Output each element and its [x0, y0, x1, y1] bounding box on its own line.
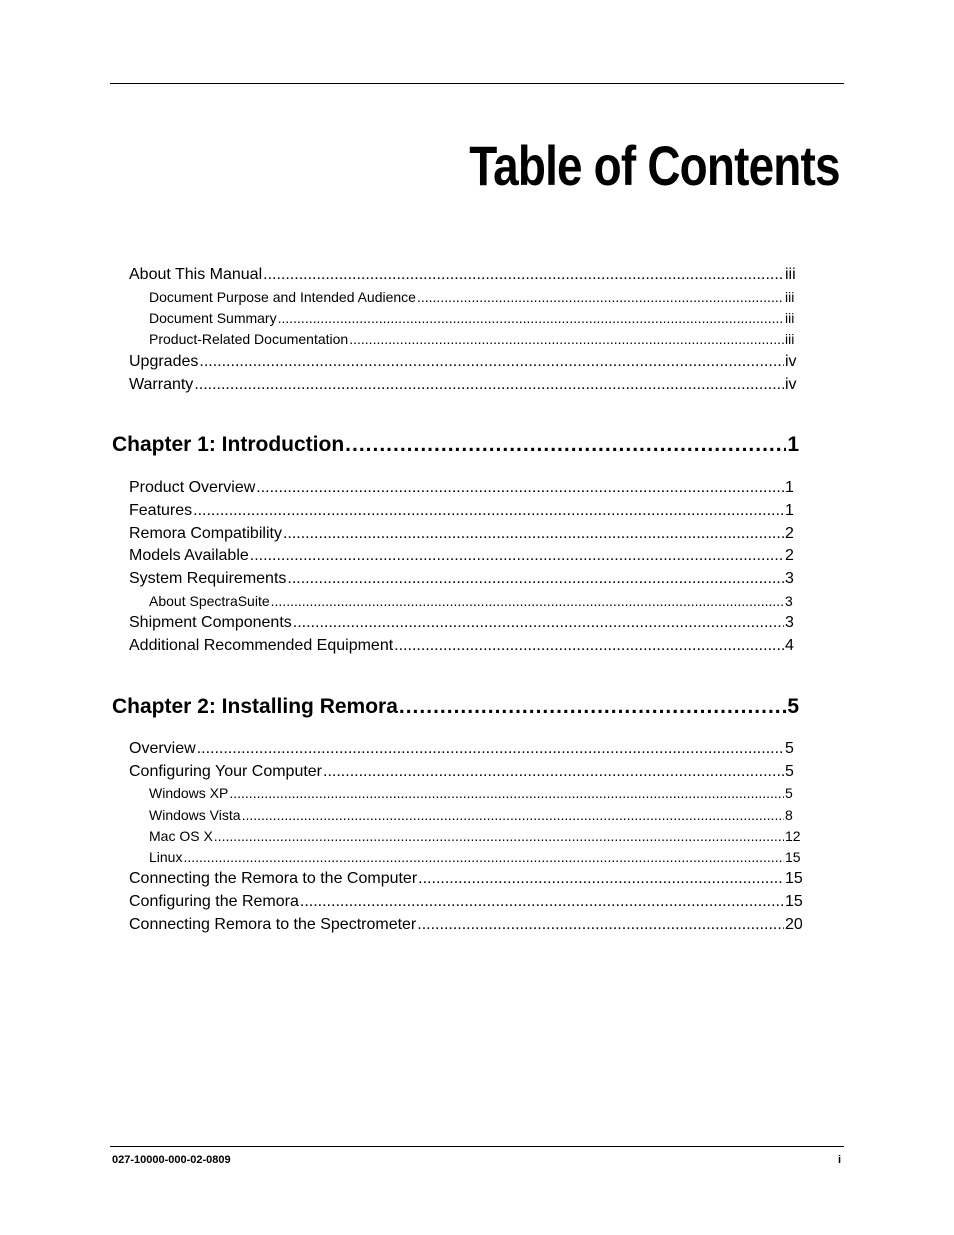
toc-entry-page: iii — [785, 310, 795, 326]
toc-entry-page: iii — [785, 266, 796, 283]
toc-entry-overview[interactable] — [129, 739, 803, 759]
toc-entry-about-spectrasuite[interactable] — [149, 592, 803, 610]
toc-entry-page: iii — [785, 331, 795, 347]
toc-entry-shipment-components[interactable] — [129, 613, 803, 633]
dot-leader — [256, 478, 784, 498]
toc-entry-page: 1 — [785, 479, 794, 496]
toc-entry-label: Document Purpose and Intended Audience — [149, 289, 416, 305]
toc-entry-label: Connecting the Remora to the Computer — [129, 870, 418, 887]
toc-entry-label: Product-Related Documentation — [149, 331, 349, 347]
toc-entry-remora-compatibility[interactable] — [129, 524, 803, 544]
toc-entry-label: Features — [129, 502, 193, 519]
toc-entry-page: 4 — [785, 637, 794, 654]
toc-entry-label: About This Manual — [129, 266, 263, 283]
dot-leader — [323, 762, 784, 782]
toc-entry-label: Remora Compatibility — [129, 525, 282, 542]
toc-entry-windows-vista[interactable] — [149, 806, 803, 824]
toc-entry-page: 5 — [785, 740, 794, 757]
toc-entry-page: 2 — [785, 547, 794, 564]
toc-entry-label: Windows Vista — [149, 807, 241, 823]
toc-entry-page: 3 — [785, 614, 794, 631]
toc-entry-page: 15 — [785, 893, 803, 910]
dot-leader — [242, 806, 784, 824]
toc-entry-page: 3 — [785, 570, 794, 587]
toc-entry-label: Overview — [129, 740, 196, 757]
toc-entry-label: Connecting Remora to the Spectrometer — [129, 916, 417, 933]
toc-entry-upgrades[interactable] — [129, 352, 803, 372]
footer-rule — [110, 1146, 844, 1147]
toc-entry-page: 3 — [785, 593, 793, 609]
footer-page-number: i — [837, 1154, 841, 1166]
toc-entry-page: iv — [785, 376, 797, 393]
toc-entry-label: About SpectraSuite — [149, 593, 270, 609]
toc-entry-label: Mac OS X — [149, 828, 213, 844]
toc-entry-page: 5 — [785, 763, 794, 780]
toc-chapter-1[interactable] — [112, 432, 799, 458]
dot-leader — [229, 784, 784, 802]
toc-entry-connecting-remora-spectrometer[interactable] — [129, 915, 803, 935]
dot-leader — [300, 892, 784, 912]
toc-entry-label: Configuring Your Computer — [129, 763, 323, 780]
dot-leader — [293, 613, 784, 633]
toc-entry-label: Linux — [149, 849, 183, 865]
chapter-title: Chapter 2: Installing Remora — [112, 695, 398, 718]
toc-entry-label: Warranty — [129, 376, 194, 393]
toc-entry-connecting-remora-computer[interactable] — [129, 869, 803, 889]
toc-entry-configuring-remora[interactable] — [129, 892, 803, 912]
toc-entry-label: Models Available — [129, 547, 249, 564]
dot-leader — [263, 265, 784, 285]
chapter-page: 5 — [787, 695, 799, 718]
dot-leader — [278, 309, 784, 327]
dot-leader — [214, 827, 784, 845]
toc-entry-label: Upgrades — [129, 353, 199, 370]
toc-entry-page: iv — [785, 353, 797, 370]
page-title: Table of Contents — [469, 134, 840, 197]
toc-entry-document-summary[interactable] — [149, 309, 803, 327]
toc-entry-page: 12 — [785, 828, 801, 844]
toc-entry-label: System Requirements — [129, 570, 287, 587]
toc-entry-label: Additional Recommended Equipment — [129, 637, 394, 654]
toc-entry-product-overview[interactable] — [129, 478, 803, 498]
chapter-page: 1 — [787, 433, 799, 456]
dot-leader — [193, 501, 784, 521]
dot-leader — [399, 694, 786, 720]
toc-entry-about-this-manual[interactable] — [129, 265, 803, 285]
toc-chapter-2[interactable] — [112, 694, 799, 720]
dot-leader — [199, 352, 784, 372]
dot-leader — [283, 524, 784, 544]
dot-leader — [250, 546, 784, 566]
dot-leader — [349, 330, 784, 348]
toc-entry-mac-os-x[interactable] — [149, 827, 803, 845]
dot-leader — [418, 869, 784, 889]
toc-entry-page: 15 — [785, 870, 803, 887]
toc-entry-label: Configuring the Remora — [129, 893, 299, 910]
toc-entry-page: 2 — [785, 525, 794, 542]
toc-entry-label: Document Summary — [149, 310, 277, 326]
toc-entry-features[interactable] — [129, 501, 803, 521]
toc-entry-models-available[interactable] — [129, 546, 803, 566]
dot-leader — [287, 569, 784, 589]
toc-entry-additional-equipment[interactable] — [129, 636, 803, 656]
toc-entry-linux[interactable] — [149, 848, 803, 866]
toc-entry-product-related-documentation[interactable] — [149, 330, 803, 348]
footer-doc-number: 027-10000-000-02-0809 — [112, 1154, 231, 1166]
toc-entry-configuring-computer[interactable] — [129, 762, 803, 782]
toc-entry-label: Product Overview — [129, 479, 256, 496]
dot-leader — [271, 592, 784, 610]
toc-entry-page: 20 — [785, 916, 803, 933]
dot-leader — [183, 848, 784, 866]
toc-entry-document-purpose[interactable] — [149, 288, 803, 306]
chapter-title: Chapter 1: Introduction — [112, 433, 345, 456]
dot-leader — [417, 288, 784, 306]
dot-leader — [197, 739, 784, 759]
toc-entry-label: Windows XP — [149, 785, 229, 801]
header-rule — [110, 83, 844, 84]
dot-leader — [345, 432, 786, 458]
toc-entry-system-requirements[interactable] — [129, 569, 803, 589]
toc-entry-windows-xp[interactable] — [149, 784, 803, 802]
toc-entry-page: 15 — [785, 849, 801, 865]
toc-entry-label: Shipment Components — [129, 614, 292, 631]
dot-leader — [417, 915, 784, 935]
toc-entry-page: iii — [785, 289, 795, 305]
toc-entry-page: 1 — [785, 502, 794, 519]
toc-entry-page: 5 — [785, 785, 793, 801]
toc-entry-page: 8 — [785, 807, 793, 823]
dot-leader — [394, 636, 784, 656]
dot-leader — [194, 375, 784, 395]
toc-entry-warranty[interactable] — [129, 375, 803, 395]
